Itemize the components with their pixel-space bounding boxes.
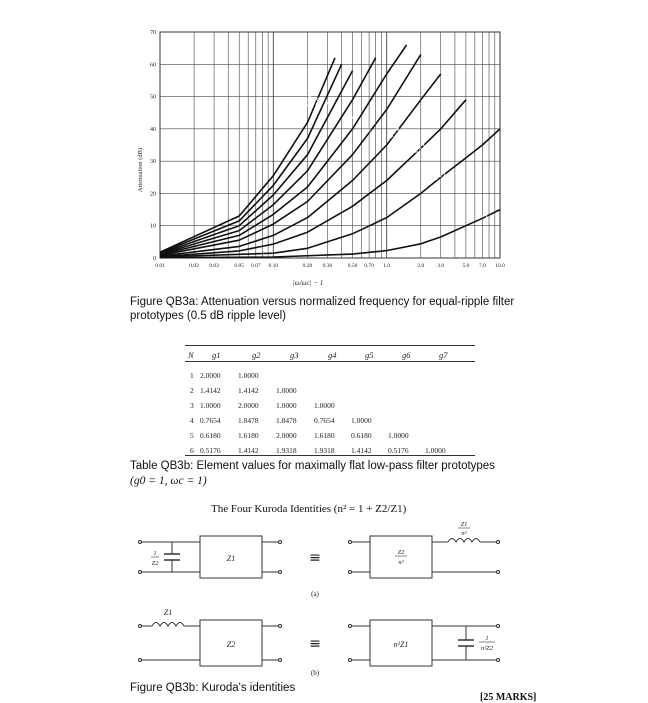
x-tick-label: 0.30	[322, 263, 333, 269]
table-header: g1	[212, 350, 221, 360]
y-tick-label: 20	[150, 191, 156, 198]
marks-fragment: [25 MARKS]	[480, 692, 537, 703]
table-cell: 1.6180	[238, 431, 259, 440]
table-cell: 1.0000	[388, 431, 409, 440]
x-tick-label: 7.0	[479, 263, 486, 269]
table-row-n: 2	[190, 386, 194, 395]
kuroda-b-z2-label: Z2	[226, 640, 236, 649]
y-tick-label: 0	[153, 256, 156, 262]
x-tick-label: 0.70	[364, 263, 374, 269]
table-cell: 1.0000	[238, 371, 259, 380]
series-label: n = 2	[433, 171, 448, 183]
y-axis-label: Attenuation (dB)	[137, 147, 144, 193]
attenuation-chart	[120, 20, 520, 295]
kuroda-a-right-circuit	[349, 536, 500, 578]
kuroda-a-cap-den: Z2	[151, 560, 159, 567]
table-cell: 1.4142	[351, 446, 372, 455]
kuroda-diagram	[130, 520, 520, 685]
table-cell: 1.6180	[314, 431, 335, 440]
x-tick-label: 0.03	[209, 263, 219, 269]
kuroda-a-ind-num: Z1	[460, 521, 468, 528]
y-tick-label: 70	[150, 30, 156, 36]
table-cell: 1.9318	[314, 446, 335, 455]
table-caption-line1: Table QB3b: Element values for maximally flat low-pass filter prototypes	[130, 460, 495, 472]
x-tick-label: 5.0	[462, 263, 470, 269]
table-row-n: 6	[190, 446, 194, 455]
kuroda-a-ue-den: n²	[398, 559, 404, 566]
table-cell: 1.4142	[238, 386, 259, 395]
x-tick-label: 1.0	[383, 263, 391, 269]
x-tick-label: 3.0	[437, 263, 445, 269]
kuroda-a-ind-den: n²	[461, 530, 467, 537]
table-cell: 0.5176	[200, 446, 221, 455]
kuroda-caption: Figure QB3b: Kuroda's identities	[130, 682, 296, 694]
kuroda-a-label: (a)	[311, 590, 319, 598]
y-tick-label: 60	[150, 62, 156, 69]
table-cell: 2.0000	[276, 431, 297, 440]
table-header: g3	[290, 350, 299, 360]
x-axis-label: |ω/ωc| − 1	[292, 279, 324, 287]
table-cell: 1.0000	[425, 446, 446, 455]
table-caption-line2: (g0 = 1, ωc = 1)	[130, 475, 207, 487]
table-cell: 1.4142	[200, 386, 221, 395]
table-bottom-rule	[185, 455, 475, 456]
y-tick-label: 10	[150, 223, 156, 230]
table-cell: 0.6180	[200, 431, 221, 440]
table-row-n: 1	[190, 371, 194, 380]
kuroda-a-left-circuit	[139, 536, 282, 578]
y-tick-label: 50	[150, 94, 156, 101]
series-label: n = 6	[346, 115, 358, 129]
y-tick-label: 30	[150, 159, 156, 166]
kuroda-b-label: (b)	[310, 669, 320, 677]
table-cell: 0.7654	[314, 416, 335, 425]
table-row-n: 3	[190, 401, 194, 410]
table-cell: 1.0000	[351, 416, 372, 425]
table-header: g5	[365, 350, 374, 360]
kuroda-title: The Four Kuroda Identities (n² = 1 + Z2/Z1)	[211, 503, 407, 515]
kuroda-b-cap-num: 1	[485, 635, 489, 642]
kuroda-a-cap-num: 1	[153, 550, 157, 557]
table-cell: 1.0000	[276, 401, 297, 410]
series-label: n = 4	[388, 126, 402, 140]
table-cell: 2.0000	[200, 371, 221, 380]
kuroda-b-ind-label: Z1	[163, 608, 173, 617]
plot-area	[160, 32, 500, 258]
series-label: n = 1	[475, 213, 489, 222]
table-cell: 1.8478	[276, 416, 297, 425]
kuroda-b-ue-label: n²Z1	[393, 640, 409, 649]
table-cell: 0.7654	[200, 416, 221, 425]
series-label: n = 9	[312, 97, 323, 111]
y-tick-label: 40	[150, 126, 156, 133]
table-cell: 1.8478	[238, 416, 259, 425]
kuroda-a-ue-num: Z2	[397, 549, 405, 556]
x-tick-label: 0.50	[347, 263, 358, 269]
kuroda-b-left-circuit	[139, 620, 282, 666]
table-cell: 1.0000	[276, 386, 297, 395]
x-tick-label: 0.02	[189, 263, 199, 269]
series-label: n = 3	[413, 143, 427, 155]
x-tick-label: 10.0	[495, 263, 505, 269]
table-row-n: 4	[190, 416, 194, 425]
kuroda-a-equals: ≡	[309, 550, 321, 566]
x-tick-label: 0.07	[250, 263, 261, 269]
table-header: g2	[252, 350, 261, 360]
x-tick-label: 2.0	[417, 263, 425, 269]
kuroda-a-z1-label: Z1	[226, 554, 236, 563]
figure-a-caption: Figure QB3a: Attenuation versus normalized frequency for equal-ripple filter prototypes (0.5 dB ripple level)	[130, 296, 515, 322]
series-label: n = 10	[303, 91, 314, 108]
x-tick-label: 0.01	[155, 263, 165, 269]
table-cell: 2.0000	[238, 401, 259, 410]
kuroda-b-right-circuit	[349, 620, 500, 666]
x-tick-label: 0.10	[268, 263, 279, 269]
table-header: g7	[439, 350, 448, 360]
kuroda-b-equals: ≡	[309, 636, 321, 652]
table-cell: 0.6180	[351, 431, 372, 440]
table-header: g4	[328, 350, 337, 360]
table-cell: 0.5176	[388, 446, 409, 455]
table-cell: 1.0000	[314, 401, 335, 410]
table-cell: 1.4142	[238, 446, 259, 455]
series-label: n = 5	[365, 120, 378, 134]
table-cell: 1.0000	[200, 401, 221, 410]
series-label: n = 8	[321, 100, 332, 115]
table-header-rule	[185, 361, 475, 362]
series-label: n = 7	[331, 102, 342, 116]
x-tick-label: 0.20	[302, 263, 313, 269]
x-tick-label: 0.05	[234, 263, 245, 269]
table-row-n: 5	[190, 431, 194, 440]
table-header: N	[188, 350, 194, 360]
kuroda-b-cap-den: n²Z2	[480, 645, 494, 652]
table-cell: 1.9318	[276, 446, 297, 455]
table-header: g6	[402, 350, 411, 360]
table-top-rule	[185, 345, 475, 346]
